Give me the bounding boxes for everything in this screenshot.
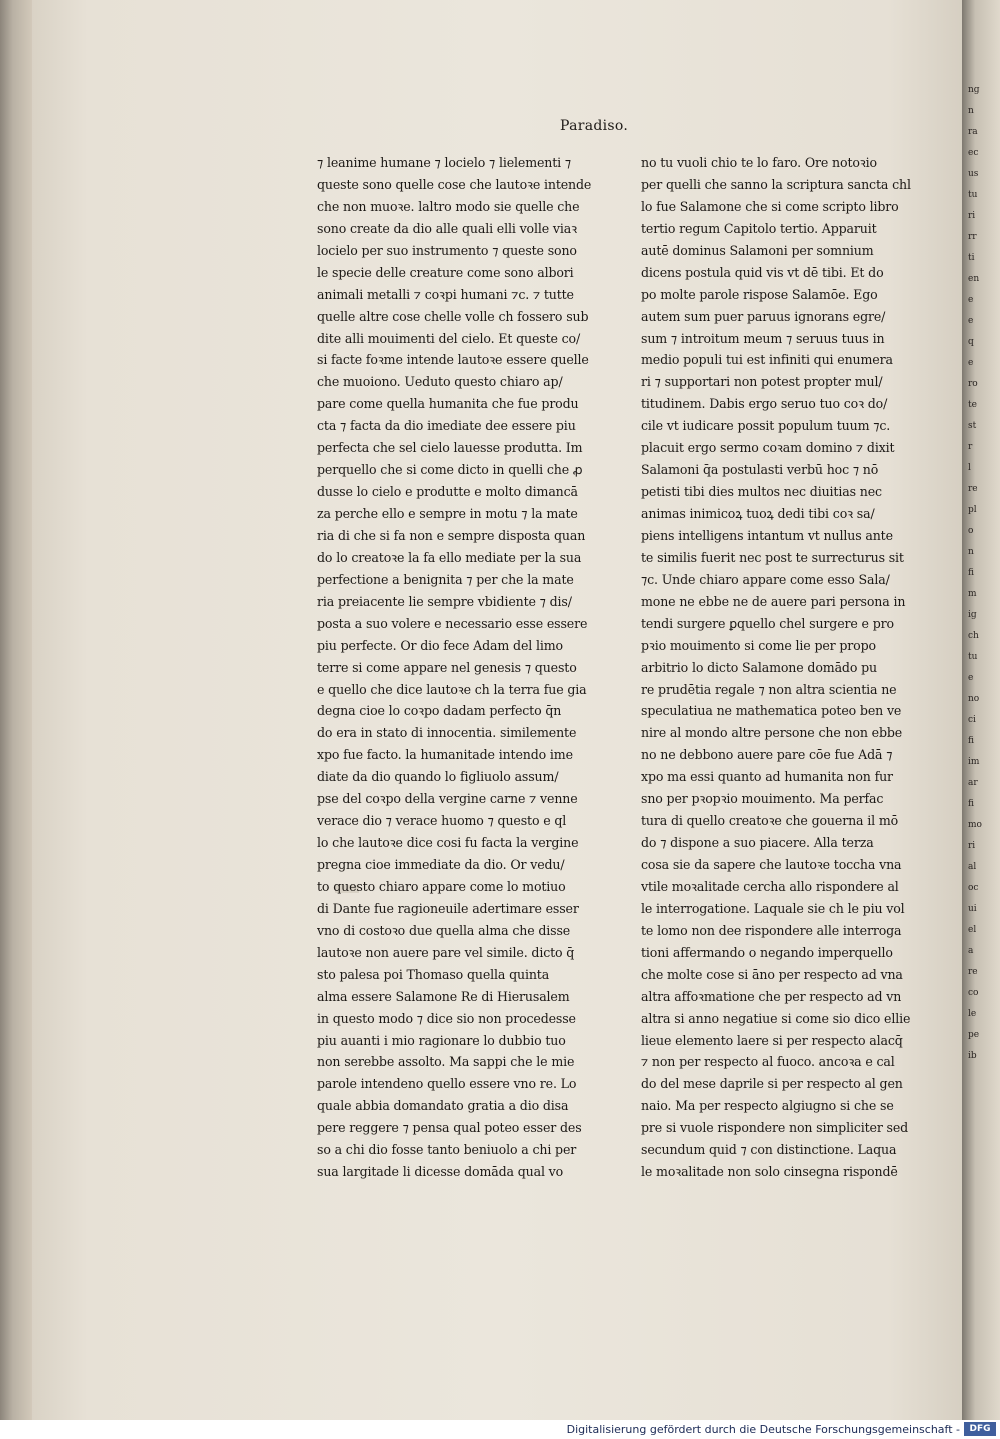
fragment-line: el — [968, 925, 977, 935]
text-line: te lomo non dee rispondere alle interroga — [641, 922, 902, 938]
dfg-logo: DFG — [964, 1422, 996, 1436]
fragment-line: fi — [968, 799, 975, 809]
text-line: re prudētia regale ⁊ non altra scientia ne — [641, 681, 897, 697]
text-line: ⁊c. Unde chiaro appare come esso Sala/ — [641, 571, 890, 587]
text-line: do ⁊ dispone a suo piacere. Alla terza — [641, 835, 874, 851]
fragment-line: e — [968, 295, 974, 305]
right-text-column — [641, 152, 911, 1183]
text-line: po molte parole rispose Salamōe. Ego — [641, 286, 878, 302]
text-line: nire al mondo altre persone che non ebbe — [641, 725, 903, 741]
text-line: quale abbia domandato gratia a dio disa — [317, 1098, 569, 1114]
fragment-line: re — [968, 484, 978, 494]
text-line: sto palesa poi Thomaso quella quinta — [317, 966, 550, 982]
fragment-line: fi — [968, 736, 975, 746]
book-edge-left — [0, 0, 32, 1420]
text-line: piens intelligens intantum vt nullus ante — [641, 527, 893, 543]
footer-credit: Digitalisierung gefördert durch die Deutsche Forschungsgemeinschaft - — [566, 1423, 960, 1436]
fragment-line: fi — [968, 568, 975, 578]
fragment-line: e — [968, 673, 974, 683]
fragment-line: mo — [968, 820, 982, 830]
fragment-line: tu — [968, 652, 978, 662]
text-line: sum ⁊ introitum meum ⁊ seruus tuus in — [641, 330, 885, 346]
fragment-line: ri — [968, 841, 976, 851]
text-line: non serebbe assolto. Ma sappi che le mie — [317, 1054, 575, 1070]
text-line: perfectione a benignita ⁊ per che la mate — [317, 571, 574, 587]
text-line: che molte cose si āno per respecto ad vna — [641, 966, 903, 982]
text-line: sono create da dio alle quali elli volle viaꝛ — [317, 220, 577, 236]
text-line: vno di costoꝛo due quella alma che disse — [317, 922, 571, 938]
text-line: queste sono quelle cose che lautoꝛe intende — [317, 176, 592, 192]
fragment-line: o — [968, 526, 974, 536]
text-line: che muoiono. Ueduto questo chiaro ap/ — [317, 374, 563, 390]
text-line: diate da dio quando lo figliuolo assum/ — [317, 769, 559, 785]
fragment-line: ng — [968, 85, 980, 95]
text-line: do era in stato di innocentia. similemente — [317, 725, 577, 741]
text-line: di Dante fue ragioneuile adertimare esser — [317, 900, 579, 916]
text-line: pꝛio mouimento si come lie per propo — [641, 637, 876, 653]
text-line: pre si vuole rispondere non simpliciter sed — [641, 1120, 909, 1136]
text-line: arbitrio lo dicto Salamone domādo pu — [641, 659, 877, 675]
text-line: le interrogatione. Laquale sie ch le piu vol — [641, 900, 905, 916]
fragment-line: ci — [968, 715, 976, 725]
fragment-line: en — [968, 274, 980, 284]
text-line: ⁊ non per respecto al fuoco. ancoꝛa e cal — [641, 1054, 895, 1070]
text-line: lieue elemento laere si per respecto alacq̄ — [641, 1032, 903, 1048]
fragment-line: l — [968, 463, 971, 473]
running-head: Paradiso. — [560, 118, 629, 134]
text-line: posta a suo volere e necessario esse essere — [317, 615, 588, 631]
fragment-line: oc — [968, 883, 979, 893]
fragment-line: te — [968, 400, 977, 410]
fragment-line: ar — [968, 778, 978, 788]
footer-bar — [0, 1420, 1000, 1439]
text-line: ⁊ leanime humane ⁊ locielo ⁊ lielementi ⁊ — [317, 155, 572, 170]
text-line: perquello che si come dicto in quelli che ꝓ — [317, 462, 583, 478]
text-line: sno per pꝛopꝛio mouimento. Ma perfac — [641, 791, 884, 807]
fragment-line: m — [968, 589, 977, 599]
fragment-line: us — [968, 169, 979, 179]
fragment-line: ra — [968, 127, 978, 137]
fragment-line: al — [968, 862, 977, 872]
text-line: alma essere Salamone Re di Hierusalem — [317, 988, 570, 1004]
text-line: pere reggere ⁊ pensa qual poteo esser des — [317, 1120, 582, 1136]
facing-page-text-fragments — [968, 80, 1000, 1067]
left-text-column — [317, 152, 605, 1183]
text-line: petisti tibi dies multos nec diuitias nec — [641, 484, 882, 500]
fragment-line: e — [968, 358, 974, 368]
text-line: tioni affermando o negando imperquello — [641, 944, 893, 960]
fragment-line: n — [968, 547, 974, 557]
text-line: che non muoꝛe. laltro modo sie quelle che — [317, 198, 580, 214]
fragment-line: pe — [968, 1030, 980, 1040]
text-line: te similis fuerit nec post te surrecturus sit — [641, 549, 904, 565]
fragment-line: ri — [968, 211, 976, 221]
text-line: xpo ma essi quanto ad humanita non fur — [641, 769, 893, 785]
text-line: piu perfecte. Or dio fece Adam del limo — [317, 637, 563, 653]
text-line: quelle altre cose chelle volle ch fossero sub — [317, 308, 589, 324]
text-line: terre si come appare nel genesis ⁊ questo — [317, 659, 577, 675]
text-line: titudinem. Dabis ergo seruo tuo coꝛ do/ — [641, 396, 888, 412]
text-line: mone ne ebbe ne de auere pari persona in — [641, 593, 906, 609]
text-line: parole intendeno quello essere vno re. Lo — [317, 1076, 577, 1092]
fragment-line: le — [968, 1009, 977, 1019]
fragment-line: a — [968, 946, 974, 956]
text-line: animali metalli ⁊ coꝛpi humani ⁊c. ⁊ tutte — [317, 286, 574, 302]
fragment-line: ti — [968, 253, 975, 263]
text-line: speculatiua ne mathematica poteo ben ve — [641, 703, 902, 719]
text-line: piu auanti i mio ragionare lo dubbio tuo — [317, 1032, 566, 1048]
text-line: le specie delle creature come sono albori — [317, 264, 574, 280]
text-line: ria di che si fa non e sempre disposta quan — [317, 527, 586, 543]
text-line: si facte foꝛme intende lautoꝛe essere quelle — [317, 352, 589, 368]
text-line: secundum quid ⁊ con distinctione. Laqua — [641, 1142, 897, 1158]
text-line: cile vt iudicare possit populum tuum ⁊c. — [641, 418, 891, 434]
text-line: medio populi tui est infiniti qui enumera — [641, 352, 893, 368]
text-line: dite alli mouimenti del cielo. Et queste co/ — [317, 330, 581, 346]
text-line: ri ⁊ supportari non potest propter mul/ — [641, 374, 883, 390]
text-line: autē dominus Salamoni per somnium — [641, 242, 874, 258]
fragment-line: r — [968, 442, 973, 452]
text-line: xpo fue facto. la humanitade intendo ime — [317, 747, 573, 763]
text-line: za perche ello e sempre in motu ⁊ la mate — [317, 506, 578, 521]
text-line: dicens postula quid vis vt dē tibi. Et do — [641, 264, 884, 280]
fragment-line: n — [968, 106, 974, 116]
text-line: do del mese daprile si per respecto al gen — [641, 1076, 903, 1092]
text-line: tura di quello creatoꝛe che gouerna il mō — [641, 813, 899, 829]
text-line: cosa sie da sapere che lautoꝛe toccha vna — [641, 857, 902, 872]
text-line: ria preiacente lie sempre vbidiente ⁊ dis/ — [317, 593, 572, 609]
fragment-line: no — [968, 694, 980, 704]
text-line: so a chi dio fosse tanto beniuolo a chi per — [317, 1142, 577, 1158]
fragment-line: im — [968, 757, 980, 767]
fragment-line: e — [968, 316, 974, 326]
fragment-line: q — [968, 337, 974, 347]
fragment-line: tu — [968, 190, 978, 200]
text-line: placuit ergo sermo coꝛam domino ⁊ dixit — [641, 440, 895, 456]
fragment-line: rr — [968, 232, 977, 242]
fragment-line: ec — [968, 148, 979, 158]
text-line: sua largitade li dicesse domāda qual vo — [317, 1164, 564, 1180]
text-line: animas inimicoꝝ tuoꝝ dedi tibi coꝛ sa/ — [641, 506, 875, 521]
text-line: no tu vuoli chio te lo faro. Ore notoꝛio — [641, 155, 877, 170]
fragment-line: ig — [968, 610, 977, 620]
fragment-line: st — [968, 421, 977, 431]
text-line: vtile moꝛalitade cercha allo rispondere al — [641, 878, 899, 894]
facing-page-edge — [962, 0, 1000, 1420]
text-line: Salamoni q̄a postulasti verbū hoc ⁊ nō — [641, 462, 879, 478]
text-line: lautoꝛe non auere pare vel simile. dicto q̄ — [317, 944, 575, 960]
text-line: in questo modo ⁊ dice sio non procedesse — [317, 1010, 576, 1026]
text-line: e quello che dice lautoꝛe ch la terra fue gia — [317, 681, 587, 697]
text-line: to questo chiaro appare come lo motiuo — [317, 878, 566, 894]
text-line: pare come quella humanita che fue produ — [317, 396, 579, 412]
fragment-line: ib — [968, 1051, 977, 1061]
fragment-line: pl — [968, 505, 977, 515]
text-line: cta ⁊ facta da dio imediate dee essere piu — [317, 418, 576, 434]
text-line: locielo per suo instrumento ⁊ queste sono — [317, 242, 577, 258]
text-line: tendi surgere ꝑquello chel surgere e pro — [641, 615, 894, 631]
fragment-line: ro — [968, 379, 978, 389]
text-line: lo fue Salamone che si come scripto libro — [641, 198, 899, 214]
text-line: do lo creatoꝛe la fa ello mediate per la sua — [317, 549, 582, 565]
text-line: tertio regum Capitolo tertio. Apparuit — [641, 220, 877, 236]
text-line: le moꝛalitade non solo cinsegna rispondē — [641, 1164, 898, 1180]
text-line: pregna cioe immediate da dio. Or vedu/ — [317, 857, 565, 872]
text-line: per quelli che sanno la scriptura sancta chl — [641, 176, 911, 192]
text-line: dusse lo cielo e produtte e molto dimancā — [317, 484, 578, 500]
fragment-line: ui — [968, 904, 977, 914]
text-line: naio. Ma per respecto algiugno si che se — [641, 1098, 894, 1114]
text-line: degna cioe lo coꝛpo dadam perfecto q̄n — [317, 703, 562, 719]
text-line: lo che lautoꝛe dice cosi fu facta la vergine — [317, 835, 579, 851]
text-line: perfecta che sel cielo lauesse produtta. Im — [317, 440, 583, 456]
text-line: autem sum puer paruus ignorans egre/ — [641, 308, 886, 324]
text-line: pse del coꝛpo della vergine carne ⁊ venne — [317, 791, 578, 807]
fragment-line: ch — [968, 631, 979, 641]
text-line: altra si anno negatiue si come sio dico ellie — [641, 1010, 911, 1026]
fragment-line: co — [968, 988, 979, 998]
fragment-line: re — [968, 967, 978, 977]
text-line: altra affoꝛmatione che per respecto ad vn — [641, 988, 902, 1004]
text-line: verace dio ⁊ verace huomo ⁊ questo e ql — [317, 813, 567, 829]
text-line: no ne debbono auere pare cōe fue Adā ⁊ — [641, 747, 893, 763]
